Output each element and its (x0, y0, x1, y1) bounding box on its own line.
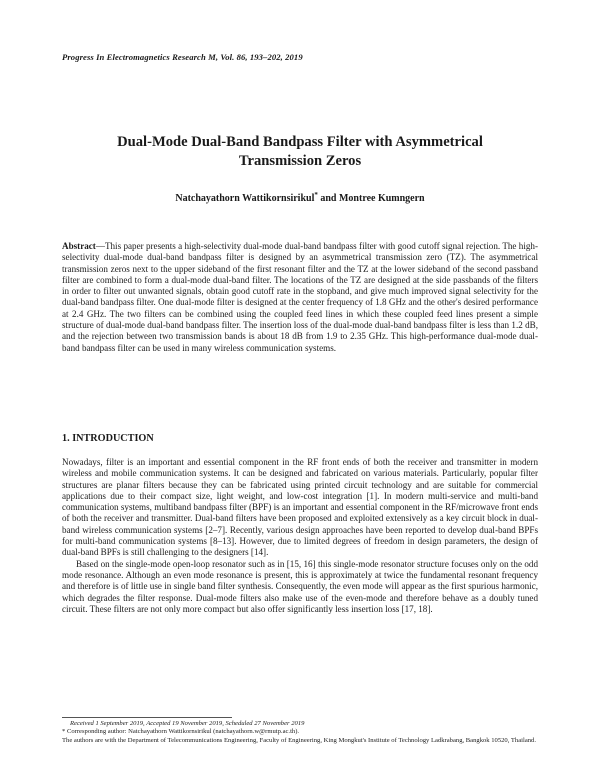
corresponding-author-note: * Corresponding author: Natchayathorn Wattikornsirikul (natchayathorn.w@rmutp.ac.th). (62, 728, 300, 736)
abstract-text: —This paper presents a high-selectivity dual-mode dual-band bandpass filter with good cutoff signal rejection. The high-selectivity dual-mode dual-band bandpass filter is designed by an asymmetrical transmission zero (TZ). The asymmetrical transmission zeros next to the upper sideband of the first resonant filter and the TZ at the lower sideband of the second passband filter are combined to form a dual-mode dual-band filter. The locations of the TZ are designed at the side passbands of the filters in order to filter out unwanted signals, obtain good cutoff rate in the stopband, and give much improved signal selectivity for the dual-band bandpass filter. One dual-mode filter is designed at the center frequency of 1.8 GHz and the other's desired performance at 2.4 GHz. The two filters can be combined using the coupled feed lines in which these coupled feed lines present a simple structure of dual-mode dual-band bandpass filter. The insertion loss of the dual-mode dual-band bandpass filter is less than 1.2 dB, and the rejection between two transmission bands is about 18 dB from 1.9 to 2.35 GHz. This high-performance dual-mode dual-band bandpass filter can be used in many wireless communication systems. (62, 241, 538, 353)
paper-title-line-1: Dual-Mode Dual-Band Bandpass Filter with Asymmetrical (117, 134, 483, 150)
author-connector: and (317, 193, 339, 204)
paragraph: Nowadays, filter is an important and essential component in the RF front ends of both the receiver and transmitter in modern wireless and mobile communication systems. It can be designed and fabricated on various materials. Particularly, popular filter structures are planar filters because they can be fabricated using printed circuit technology and are suitable for commercial applications due to their compact size, light weight, and low-cost integration [1]. In modern multi-service and multi-band communication systems, multiband bandpass filter (BPF) is an important and essential component in the RF/microwave front ends of both the receiver and transmitter. Dual-band filters have been proposed and exploited extensively as a key circuit block in dual-band wireless communication systems [2–7]. Recently, various design approaches have been reported to develop dual-band BPFs for multi-band communication systems [8–13]. However, due to limited degrees of freedom in design parameters, the design of dual-band BPFs is still challenging to the designers [14]. (62, 457, 538, 558)
section-heading: 1. INTRODUCTION (62, 433, 154, 444)
paper-title-line-2: Transmission Zeros (238, 153, 362, 169)
paragraph: Based on the single-mode open-loop resonator such as in [15, 16] this single-mode resonator structure focuses only on the odd mode resonance. Although an even mode resonance is present, this is approximately at twice the fundamental resonant frequency and therefore is of little use in single band filter synthesis. Consequently, the even mode will appear as the first spurious harmonic, which degrades the filter response. Dual-mode filters also make use of the even-mode and therefore behave as a doubly tuned circuit. These filters are not only more compact but also offer significantly less insertion loss [17, 18]. (62, 558, 538, 614)
author-list (62, 193, 538, 204)
abstract-label: Abstract (62, 241, 96, 251)
journal-citation: Progress In Electromagnetics Research M, Vol. 86, 193–202, 2019 (62, 52, 303, 62)
received-dates: Received 1 September 2019, Accepted 19 November 2019, Scheduled 27 November 2019 (70, 720, 305, 727)
footnote-divider (62, 717, 232, 718)
author-affiliation: The authors are with the Department of Telecommunications Engineering, Faculty of Engineering, King Mongkut's Institute of Technology Ladkrabang, Bangkok 10520, Thailand. (62, 736, 536, 744)
abstract (62, 241, 538, 354)
paper-title (62, 133, 538, 171)
author-name: Natchayathorn Wattikornsirikul (175, 193, 315, 204)
author-name: Montree Kumngern (338, 193, 425, 204)
introduction-body (62, 457, 538, 615)
corresponding-author-mark: * (314, 191, 318, 199)
footnotes (62, 720, 538, 745)
